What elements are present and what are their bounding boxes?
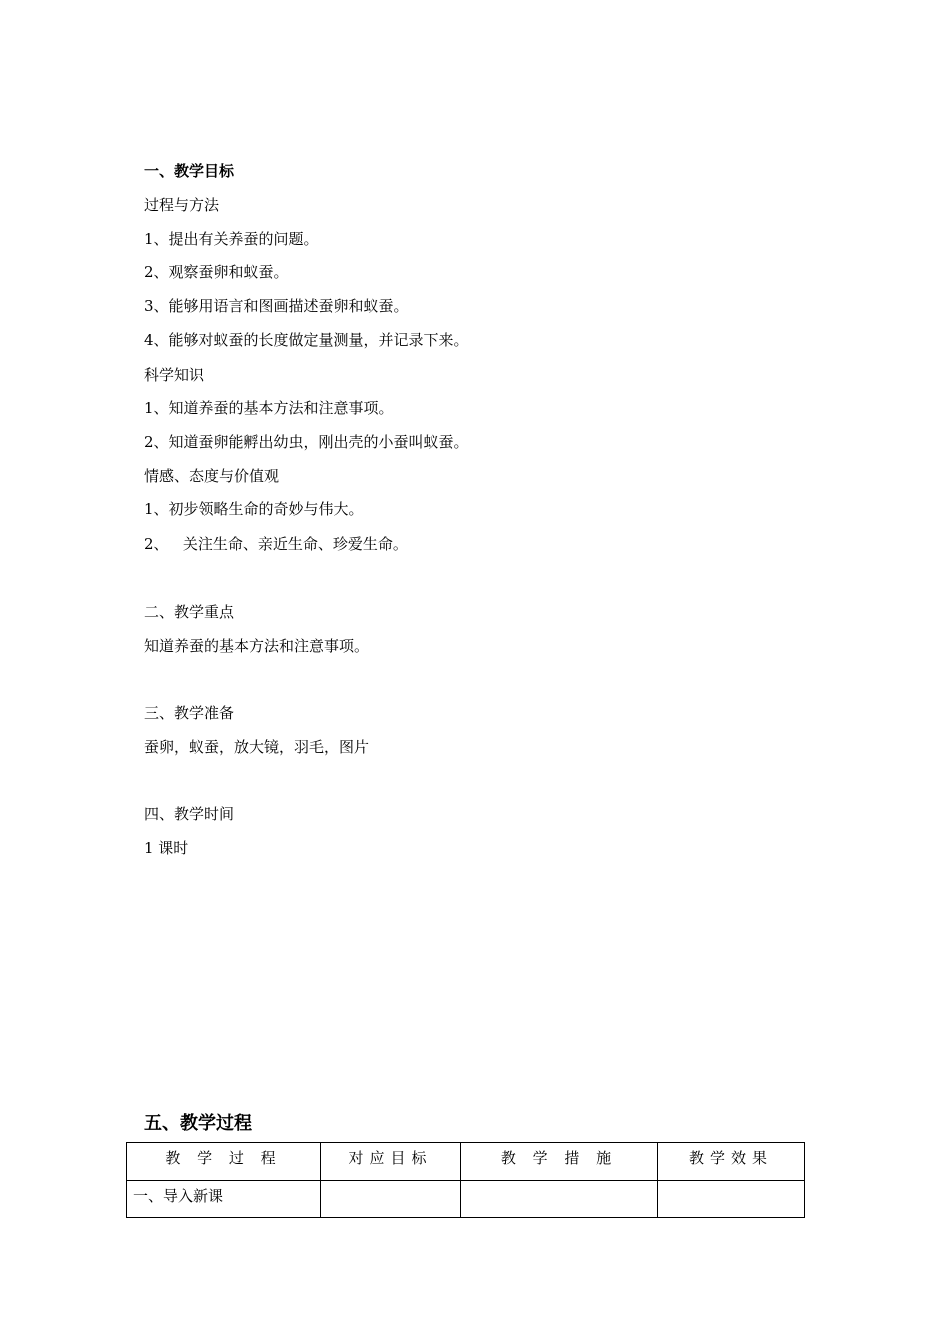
table-header-cell: 教 学 措 施 <box>461 1143 658 1181</box>
section-title-preparation: 三、教学准备 <box>144 704 235 722</box>
list-item: 1、提出有关养蚕的问题。 <box>144 230 319 248</box>
time-text: 1 课时 <box>144 839 189 857</box>
table-header-cell: 教学效果 <box>658 1143 805 1181</box>
teaching-process-table <box>126 1142 805 1218</box>
subheading-attitudes-values: 情感、态度与价值观 <box>144 467 280 485</box>
table-header-cell: 对应目标 <box>321 1143 461 1181</box>
list-item: 4、能够对蚁蚕的长度做定量测量，并记录下来。 <box>144 331 469 349</box>
table-cell <box>321 1181 461 1218</box>
table-header-row <box>127 1143 805 1181</box>
section-title-process: 五、教学过程 <box>144 1113 252 1134</box>
list-item: 1、知道养蚕的基本方法和注意事项。 <box>144 399 394 417</box>
table-cell <box>658 1181 805 1218</box>
key-points-text: 知道养蚕的基本方法和注意事项。 <box>144 637 370 655</box>
list-item: 1、初步领略生命的奇妙与伟大。 <box>144 500 364 518</box>
section-title-key-points: 二、教学重点 <box>144 603 235 621</box>
table-row <box>127 1181 805 1218</box>
section-title-time: 四、教学时间 <box>144 805 235 823</box>
table-header-cell: 教 学 过 程 <box>127 1143 321 1181</box>
list-item: 2、 关注生命、亲近生命、珍爱生命。 <box>144 535 408 553</box>
subheading-process-methods: 过程与方法 <box>144 196 220 214</box>
list-item: 2、观察蚕卵和蚁蚕。 <box>144 263 289 281</box>
subheading-science-knowledge: 科学知识 <box>144 366 205 384</box>
table-cell <box>461 1181 658 1218</box>
preparation-text: 蚕卵，蚁蚕，放大镜，羽毛，图片 <box>144 738 370 756</box>
list-item: 2、知道蚕卵能孵出幼虫，刚出壳的小蚕叫蚁蚕。 <box>144 433 469 451</box>
list-item: 3、能够用语言和图画描述蚕卵和蚁蚕。 <box>144 297 409 315</box>
section-title-objectives: 一、教学目标 <box>144 162 235 180</box>
table-cell: 一、导入新课 <box>127 1181 321 1218</box>
